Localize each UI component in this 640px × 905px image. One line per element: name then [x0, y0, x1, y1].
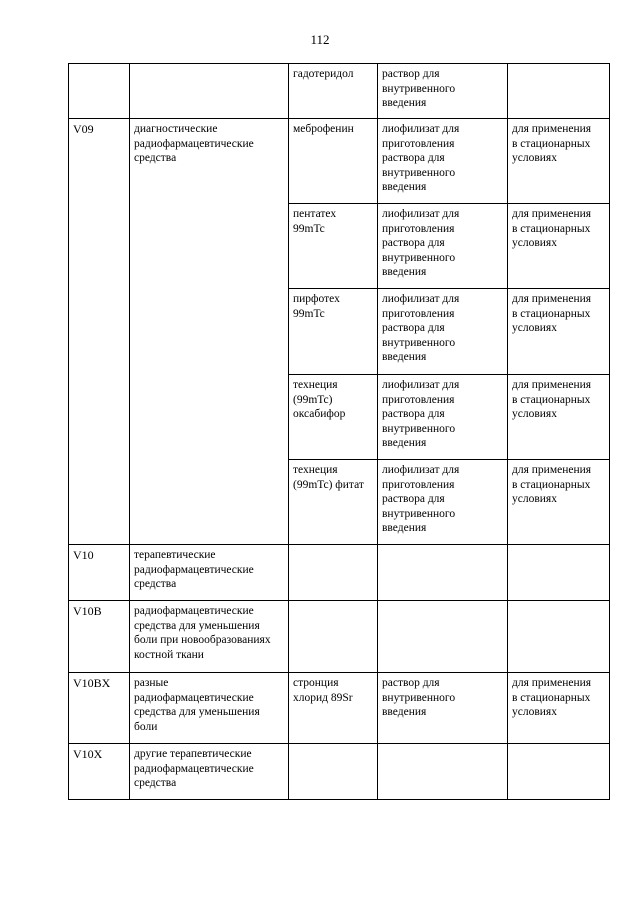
- atc-code-cell: V10X: [69, 744, 130, 800]
- table-row: [69, 119, 610, 204]
- group-cell: диагностические радиофармацевтические средства: [130, 119, 289, 545]
- drug-cell: [289, 545, 378, 601]
- note-cell: [508, 744, 610, 800]
- group-cell: терапевтические радиофармацевтические средства: [130, 545, 289, 601]
- drug-cell: пентатех 99mTc: [289, 204, 378, 289]
- group-cell: разные радиофармацевтические средства для уменьшения боли: [130, 673, 289, 744]
- form-cell: лиофилизат для приготовления раствора для внутривенного введения: [378, 375, 508, 460]
- group-cell: радиофармацевтические средства для уменьшения боли при новообразованиях костной ткани: [130, 601, 289, 673]
- form-cell: [378, 545, 508, 601]
- form-cell: лиофилизат для приготовления раствора для внутривенного введения: [378, 289, 508, 375]
- page-number: 112: [310, 32, 330, 47]
- atc-code-cell: V10: [69, 545, 130, 601]
- atc-code-cell: V10BX: [69, 673, 130, 744]
- drug-cell: пирфотех 99mTc: [289, 289, 378, 375]
- drug-cell: меброфенин: [289, 119, 378, 204]
- table-row: [69, 601, 610, 673]
- form-cell: лиофилизат для приготовления раствора для внутривенного введения: [378, 460, 508, 545]
- note-cell: для применения в стационарных условиях: [508, 375, 610, 460]
- form-cell: лиофилизат для приготовления раствора для внутривенного введения: [378, 119, 508, 204]
- note-cell: [508, 64, 610, 119]
- drug-cell: технеция (99mTc) фитат: [289, 460, 378, 545]
- atc-code-cell: V10B: [69, 601, 130, 673]
- drug-cell: [289, 601, 378, 673]
- drug-cell: технеция (99mTc) оксабифор: [289, 375, 378, 460]
- drug-cell: стронция хлорид 89Sr: [289, 673, 378, 744]
- table-row: [69, 64, 610, 119]
- note-cell: для применения в стационарных условиях: [508, 673, 610, 744]
- note-cell: для применения в стационарных условиях: [508, 119, 610, 204]
- drug-cell: [289, 744, 378, 800]
- form-cell: [378, 601, 508, 673]
- form-cell: [378, 744, 508, 800]
- atc-code-cell: [69, 64, 130, 119]
- drug-cell: гадотеридол: [289, 64, 378, 119]
- group-cell: другие терапевтические радиофармацевтические средства: [130, 744, 289, 800]
- note-cell: для применения в стационарных условиях: [508, 204, 610, 289]
- table-row: [69, 673, 610, 744]
- note-cell: для применения в стационарных условиях: [508, 289, 610, 375]
- form-cell: лиофилизат для приготовления раствора для внутривенного введения: [378, 204, 508, 289]
- table-row: [69, 545, 610, 601]
- note-cell: для применения в стационарных условиях: [508, 460, 610, 545]
- group-cell: [130, 64, 289, 119]
- note-cell: [508, 545, 610, 601]
- atc-code-cell: V09: [69, 119, 130, 545]
- table-row: [69, 744, 610, 800]
- form-cell: раствор для внутривенного введения: [378, 64, 508, 119]
- drug-table: [68, 63, 610, 800]
- form-cell: раствор для внутривенного введения: [378, 673, 508, 744]
- note-cell: [508, 601, 610, 673]
